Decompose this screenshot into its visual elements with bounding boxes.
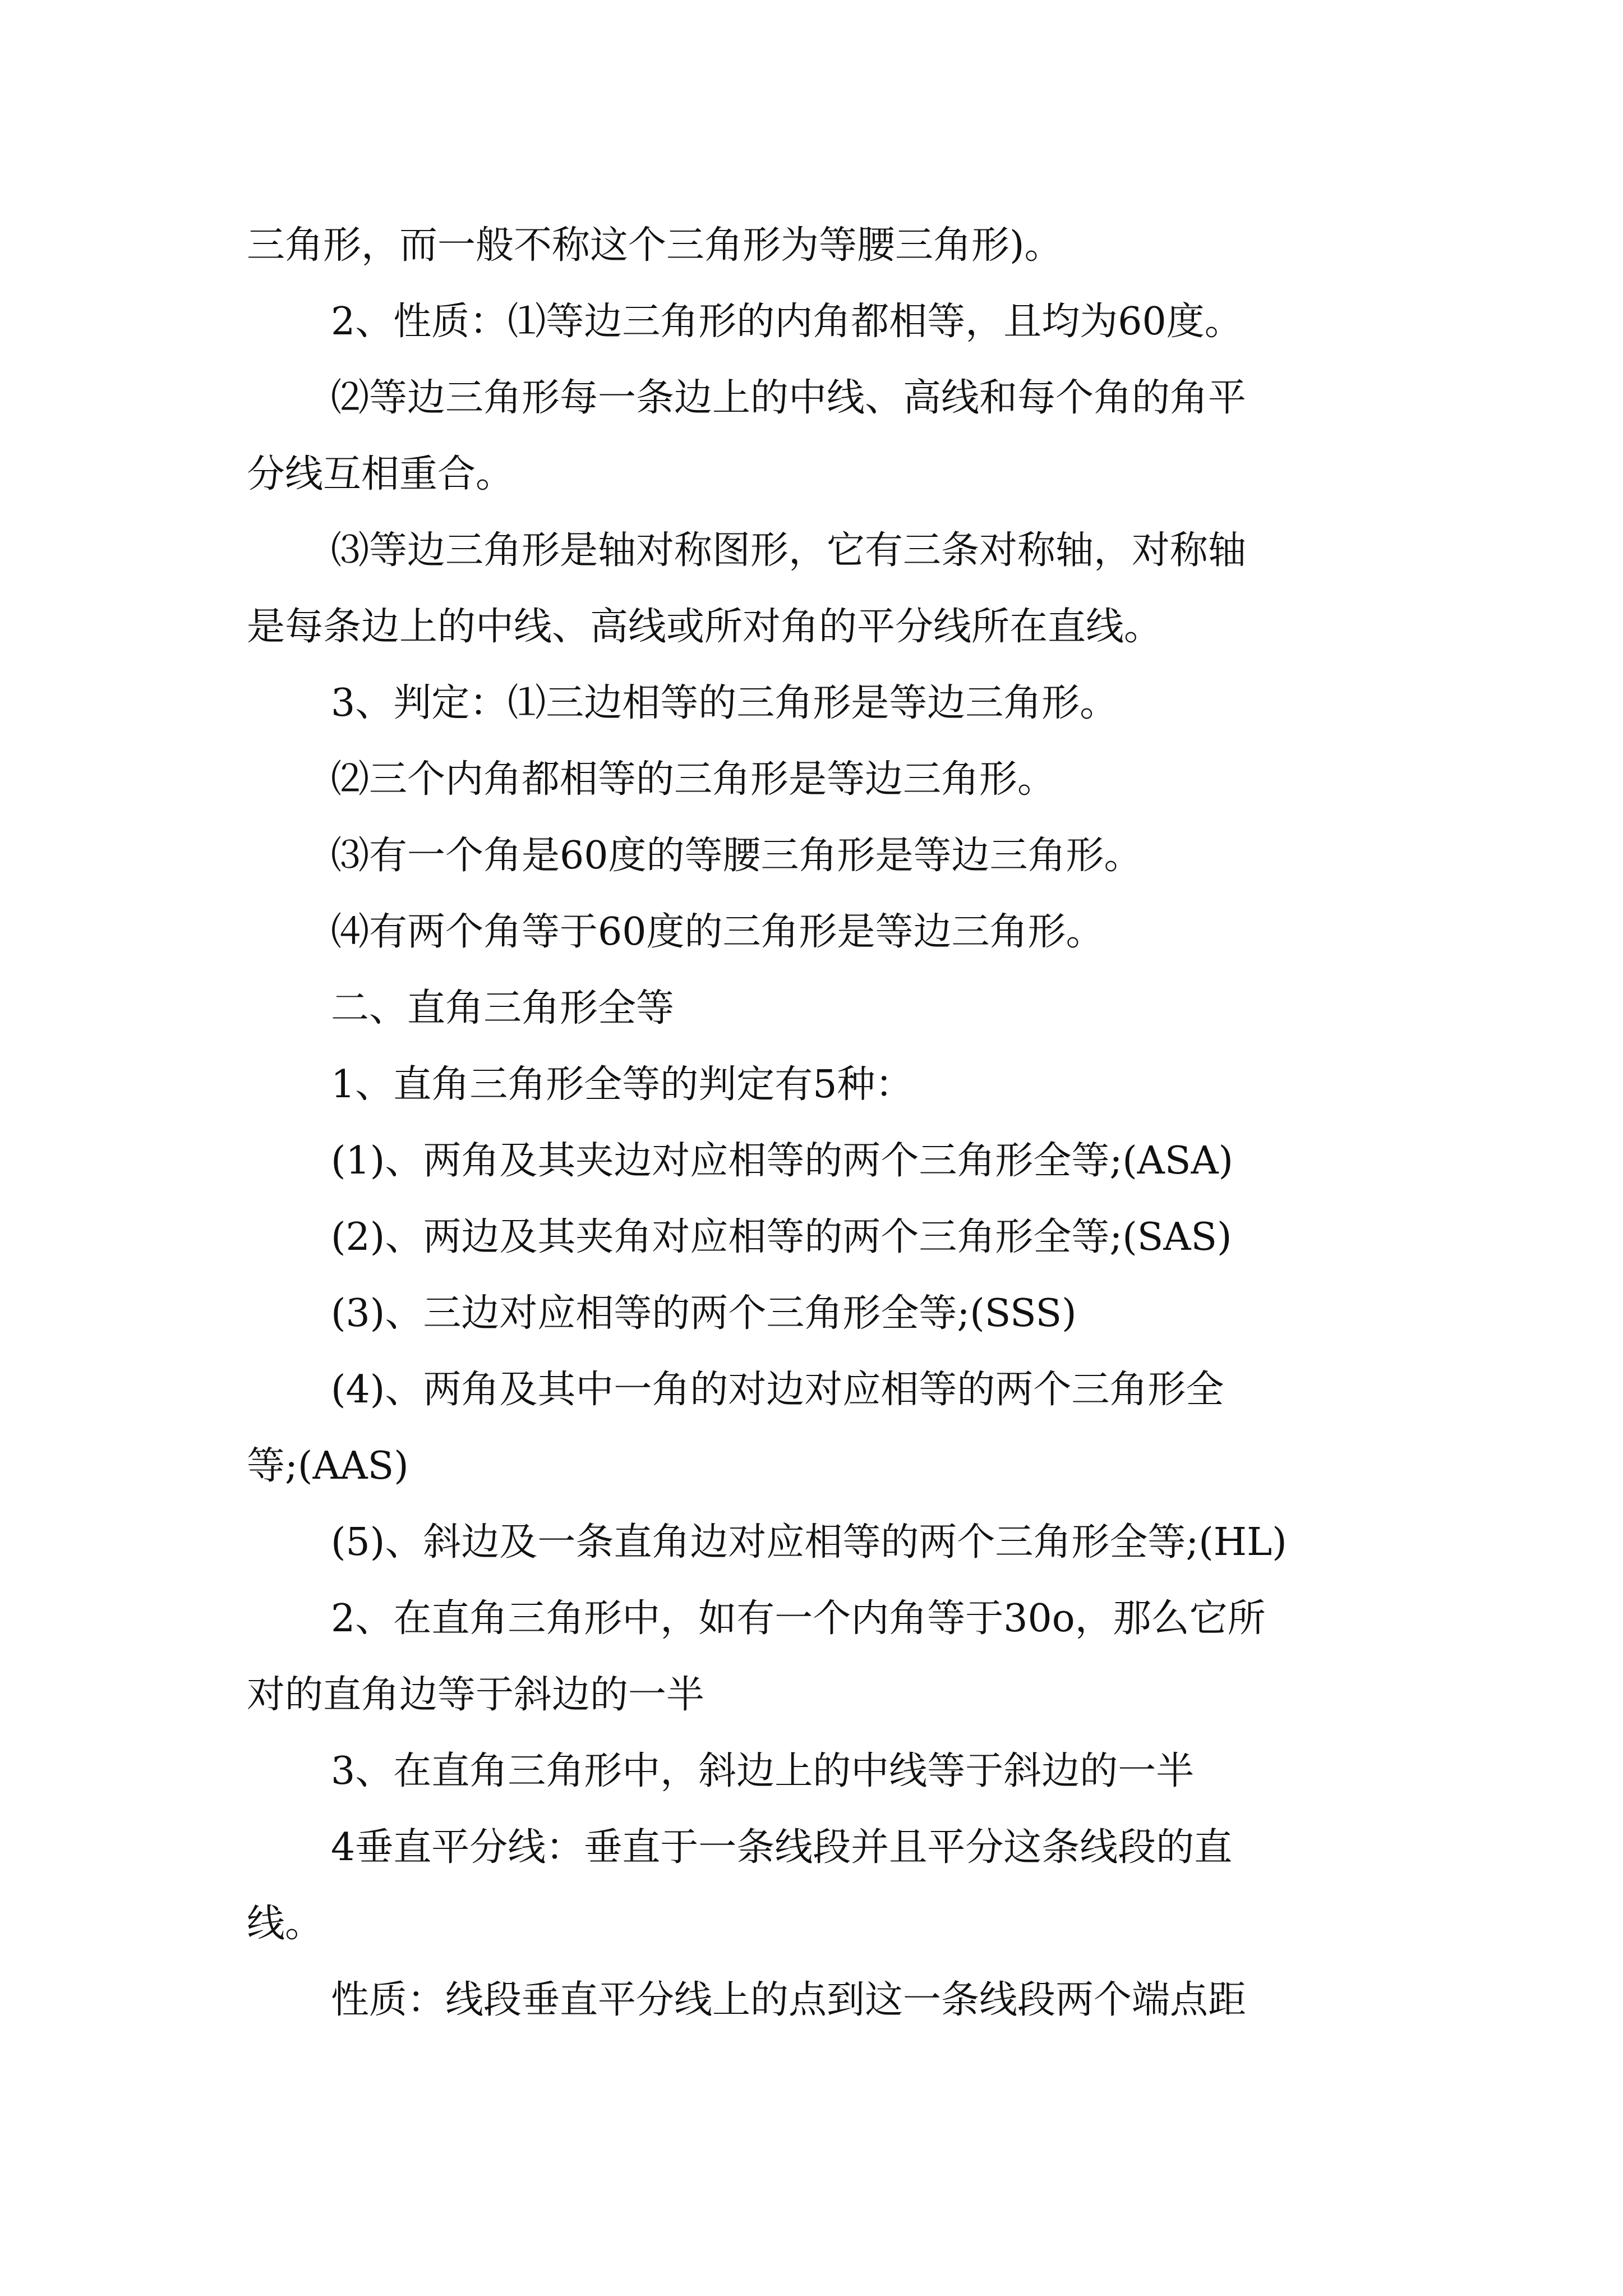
text-line: 分线互相重合。 xyxy=(247,452,514,496)
text-line: 2、性质：⑴等边三角形的内角都相等，且均为60度。 xyxy=(331,300,1243,344)
text-line: 3、在直角三角形中，斜边上的中线等于斜边的一半 xyxy=(331,1749,1195,1793)
list-item: (5)、斜边及一条直角边对应相等的两个三角形全等;(HL) xyxy=(331,1520,1287,1565)
text-line: ⑶有一个角是60度的等腰三角形是等边三角形。 xyxy=(331,834,1142,878)
list-item: (1)、两角及其夹边对应相等的两个三角形全等;(ASA) xyxy=(331,1139,1234,1183)
list-item: (2)、两边及其夹角对应相等的两个三角形全等;(SAS) xyxy=(331,1215,1232,1259)
list-item: (4)、两角及其中一角的对边对应相等的两个三角形全 xyxy=(331,1368,1224,1412)
text-line: 1、直角三角形全等的判定有5种： xyxy=(331,1062,914,1107)
text-line: 2、在直角三角形中，如有一个内角等于30o，那么它所 xyxy=(331,1596,1266,1641)
text-line: 性质：线段垂直平分线上的点到这一条线段两个端点距 xyxy=(331,1978,1247,2022)
text-line: ⑶等边三角形是轴对称图形，它有三条对称轴，对称轴 xyxy=(331,528,1247,573)
text-line: 是每条边上的中线、高线或所对角的平分线所在直线。 xyxy=(247,605,1163,649)
text-line: 4垂直平分线：垂直于一条线段并且平分这条线段的直 xyxy=(331,1825,1233,1870)
text-line: ⑵三个内角都相等的三角形是等边三角形。 xyxy=(331,757,1056,802)
text-line: ⑵等边三角形每一条边上的中线、高线和每个角的角平 xyxy=(331,376,1247,420)
section-heading: 二、直角三角形全等 xyxy=(331,986,675,1030)
document-body xyxy=(247,208,1394,2039)
text-line: 对的直角边等于斜边的一半 xyxy=(247,1673,705,1717)
text-line: 三角形，而一般不称这个三角形为等腰三角形)。 xyxy=(247,223,1063,268)
text-line: ⑷有两个角等于60度的三角形是等边三角形。 xyxy=(331,910,1104,954)
list-item: (3)、三边对应相等的两个三角形全等;(SSS) xyxy=(331,1291,1077,1336)
text-line: 等;(AAS) xyxy=(247,1444,409,1488)
text-line: 3、判定：⑴三边相等的三角形是等边三角形。 xyxy=(331,681,1118,725)
text-line: 线。 xyxy=(247,1902,324,1946)
